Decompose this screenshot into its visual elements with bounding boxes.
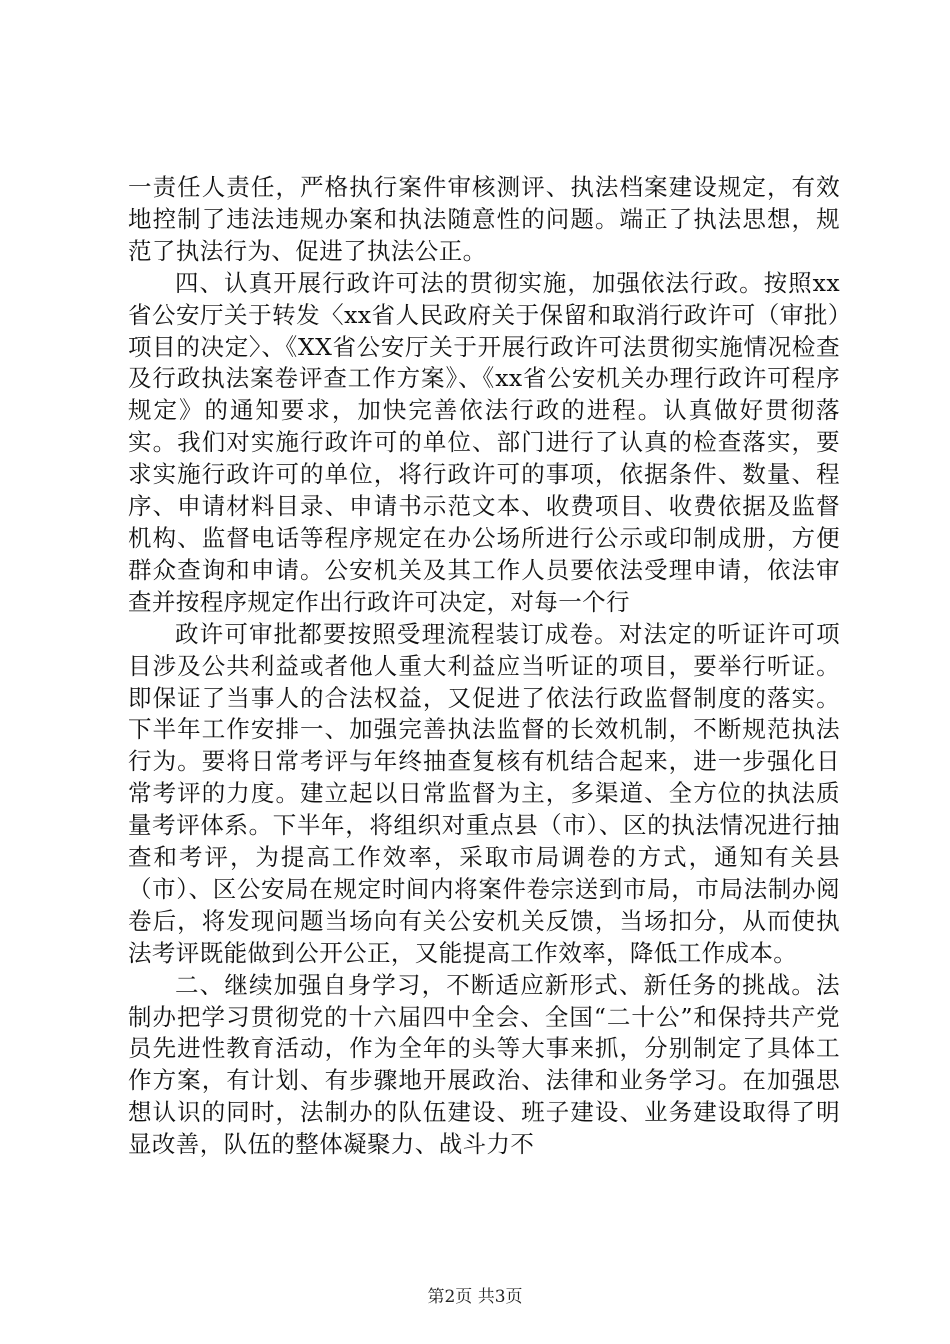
document-body bbox=[128, 172, 840, 1161]
paragraph-2: 四、认真开展行政许可法的贯彻实施，加强依法行政。按照xx省公安厅关于转发〈xx省人民政府关于保留和取消行政许可（审批）项目的决定〉、《XX省公安厅关于开展行政许可法贯彻实施情况检查及行政执法案卷评查工作方案》、《xx省公安机关办理行政许可程序规定》的通知要求，加快完善依法行政的进程。认真做好贯彻落实。我们对实施行政许可的单位、部门进行了认真的检查落实，要求实施行政许可的单位，将行政许可的事项，依据条件、数量、程序、申请材料目录、申请书示范文本、收费项目、收费依据及监督机构、监督电话等程序规定在办公场所进行公示或印制成册，方便群众查询和申请。公安机关及其工作人员要依法受理申请，依法审查并按程序规定作出行政许可决定，对每一个行 bbox=[128, 268, 840, 616]
paragraph-1: 一责任人责任，严格执行案件审核测评、执法档案建设规定，有效地控制了违法违规办案和执法随意性的问题。端正了执法思想，规范了执法行为、促进了执法公正。 bbox=[128, 173, 840, 265]
paragraph-4: 二、继续加强自身学习，不断适应新形式、新任务的挑战。法制办把学习贯彻党的十六届四中全会、全国“二十公”和保持共产党员先进性教育活动，作为全年的头等大事来抓，分别制定了具体工作方案，有计划、有步骤地开展政治、法律和业务学习。在加强思想认识的同时，法制办的队伍建设、班子建设、业务建设取得了明显改善，队伍的整体凝聚力、战斗力不 bbox=[128, 970, 840, 1159]
paragraph-3: 政许可审批都要按照受理流程装订成卷。对法定的听证许可项目涉及公共利益或者他人重大利益应当听证的项目，要举行听证。即保证了当事人的合法权益，又促进了依法行政监督制度的落实。下半年工作安排一、加强完善执法监督的长效机制，不断规范执法行为。要将日常考评与年终抽查复核有机结合起来，进一步强化日常考评的力度。建立起以日常监督为主，多渠道、全方位的执法质量考评体系。下半年，将组织对重点县（市）、区的执法情况进行抽查和考评，为提高工作效率，采取市局调卷的方式，通知有关县（市）、区公安局在规定时间内将案件卷宗送到市局，市局法制办阅卷后，将发现问题当场向有关公安机关反馈，当场扣分，从而使执法考评既能做到公开公正，又能提高工作效率，降低工作成本。 bbox=[128, 619, 840, 967]
page-number-footer: 第2页 共3页 bbox=[427, 1287, 523, 1307]
